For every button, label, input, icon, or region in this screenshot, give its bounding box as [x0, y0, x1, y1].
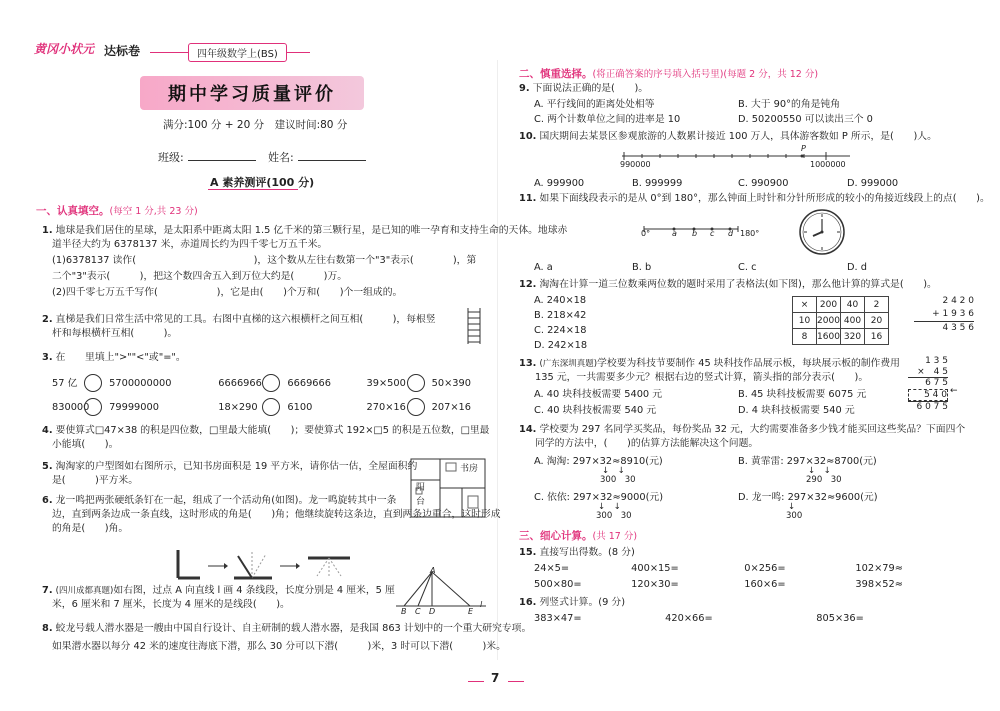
q13-option-d[interactable]: D. 4 块科技板需要 540 元 [738, 405, 855, 416]
q13: 13. (广东深圳真题)学校要为科技节要制作 45 块科技作品展示板，每块展示板的制作费用 135 元，一共需要多少元？根据右边的竖式计算，箭头指的部分表示( )。 [519, 358, 900, 383]
q5: 5. 淘淘家的户型图如右图所示，已知书房面积是 19 平方米，请你估一估，全屋面积约 是( )平方米。 [42, 461, 418, 486]
section3-heading: 三、细心计算。(共 17 分) [519, 530, 638, 542]
clock-icon [798, 208, 846, 256]
q10: 10. 国庆期间去某景区参观旅游的人数累计接近 100 万人，具体游客数如 P 所示，是( )人。 [519, 131, 937, 142]
q11: 11. 如果下面线段表示的是从 0°到 180°，那么钟面上时针和分针所形成的较小的角接近线段上的点( )。 [519, 193, 990, 204]
q14-a-estimate: ↓ ↓ 300 30 [600, 466, 636, 485]
q12-vertical-add: 2 4 2 0 + 1 9 3 6 4 3 5 6 [914, 295, 974, 335]
q14-b-estimate: ↓ ↓ 290 30 [806, 466, 842, 485]
q10-option-d[interactable]: D. 999000 [847, 178, 899, 189]
page-ornament-right [508, 681, 524, 682]
q3-row1: 57 亿 5700000000 6666966 6669666 39×500 50×390 [52, 374, 471, 392]
q16-row: 383×47= 420×66= 805×36= [534, 613, 864, 624]
q9-option-b[interactable]: B. 大于 90°的角是钝角 [738, 99, 841, 110]
q11-option-b[interactable]: B. b [632, 262, 652, 273]
section-a-label: A 素养测评(100 分) [210, 176, 315, 189]
q9-option-d[interactable]: D. 50200550 可以读出三个 0 [738, 114, 873, 125]
name-label: 姓名: [268, 151, 294, 164]
page-number: 7 [491, 671, 500, 685]
score-info: 满分:100 分 + 20 分 建议时间:80 分 [163, 119, 348, 131]
q10-option-a[interactable]: A. 999900 [534, 178, 585, 189]
q11-label-a: a [672, 229, 677, 238]
q13-option-b[interactable]: B. 45 块科技板需要 6075 元 [738, 389, 867, 400]
brand-subtitle: 达标卷 [104, 44, 141, 58]
q11-label-b: b [692, 229, 698, 238]
q7: 7. (四川成都真题)如右图，过点 A 向直线 l 画 4 条线段，长度分别是 4 厘米，5 厘 米，6 厘米和 7 厘米，长度为 4 厘米的是线段( )。 [42, 585, 395, 610]
compare-circle[interactable] [407, 374, 425, 392]
point-a-label: A [430, 566, 436, 575]
q12-option-b[interactable]: B. 218×42 [534, 310, 587, 321]
q6: 6. 龙一鸣把两张硬纸条钉在一起，组成了一个活动角(如图)。龙一鸣旋转其中一条 边，直到两条边成一条直线，这时形成的角是( )角；他继续旋转这条边，直到两条边重合，这时形成 的角是( )角。 [42, 495, 501, 534]
q14-option-a[interactable]: A. 淘淘: 297×32≈8910(元) [534, 456, 663, 467]
compare-circle[interactable] [407, 398, 425, 416]
perpendicular-figure [396, 566, 488, 616]
class-label: 班级: [158, 151, 184, 164]
floorplan-label-study: 书房 [460, 464, 479, 474]
compare-circle[interactable] [262, 374, 280, 392]
q9: 9. 下面说法正确的是( )。 [519, 83, 649, 94]
q15: 15. 直接写出得数。(8 分) [519, 547, 635, 558]
floorplan-label-balcony2: 台 [416, 497, 426, 507]
class-field[interactable] [188, 160, 256, 161]
column-divider [497, 60, 498, 660]
compare-circle[interactable] [84, 398, 102, 416]
q13-vertical-mult: 1 3 5 × 4 5 6 7 5 5 4 0 6 0 7 5 [908, 356, 948, 413]
rotating-angle-figure [172, 548, 372, 584]
q10-point-p: P [801, 144, 806, 153]
ladder-figure [466, 308, 482, 344]
grade-label: 四年级数学上(BS) [188, 43, 287, 62]
q10-option-c[interactable]: C. 990900 [738, 178, 789, 189]
section2-heading: 二、慎重选择。(将正确答案的序号填入括号里)(每题 2 分，共 12 分) [519, 68, 819, 80]
brand-logo: 黄冈小状元 [34, 42, 95, 56]
q11-label-d: d [728, 229, 734, 238]
q15-row2: 500×80= 120×30= 160×6= 398×52≈ [534, 579, 903, 590]
arrow-left-icon: ← [950, 386, 958, 396]
q12-option-a[interactable]: A. 240×18 [534, 295, 587, 306]
q9-option-c[interactable]: C. 两个计数单位之间的进率是 10 [534, 114, 681, 125]
q16: 16. 列竖式计算。(9 分) [519, 597, 626, 608]
q12-multiplication-table: × 200 40 2 10 2000 400 20 8 1600 320 16 [792, 296, 889, 345]
name-field[interactable] [298, 160, 366, 161]
q11-option-c[interactable]: C. c [738, 262, 757, 273]
q8: 8. 蛟龙号载人潜水器是一艘由中国自行设计、自主研制的载人潜水器，是我国 863 计划中的一个重大研究专项。 如果潜水器以每分 42 米的速度往海底下潜，那么 30 分可以下潜( )米，3 时可以下潜( )米。 [42, 623, 532, 652]
q14-option-b[interactable]: B. 黄霏雷: 297×32≈8700(元) [738, 456, 877, 467]
page-ornament-left [468, 681, 484, 682]
q3-row2: 830000 79999000 18×290 6100 270×16 207×16 [52, 398, 471, 416]
q13-option-a[interactable]: A. 40 块科技板需要 5400 元 [534, 389, 663, 400]
point-d-label: D [429, 607, 436, 616]
q10-option-b[interactable]: B. 999999 [632, 178, 683, 189]
q14-c-estimate: ↓ ↓ 300 30 [596, 502, 632, 521]
q12-option-c[interactable]: C. 224×18 [534, 325, 587, 336]
page-title: 期中学习质量评价 [140, 76, 364, 110]
section-a-underline [208, 189, 298, 190]
q11-option-a[interactable]: A. a [534, 262, 553, 273]
q3: 3. 在 里填上">""<"或"="。 [42, 352, 186, 363]
q15-row1: 24×5= 400×15= 0×256= 102×79≈ [534, 563, 903, 574]
compare-circle[interactable] [84, 374, 102, 392]
q12: 12. 淘淘在计算一道三位数乘两位数的题时采用了表格法(如下图)，那么他计算的算式是( )。 [519, 279, 937, 290]
q11-label-c: c [710, 229, 715, 238]
q1: 1. 地球是我们居住的星球，是太阳系中距离太阳 1.5 亿千米的第三颗行星，是已知的唯一孕育和支持生命的天体。地球赤 道半径大约为 6378137 米，赤道周长约为四千零七万五千米。 (1)6378137 读作( )，这个数从左往右数第一个"3"表示( )，第 二个"3"表示( )，把这个数四舍五入到万位大约是( )万。 (2)四千零七万五千写作( )，它是由( )个万和( )个一组成的。 [42, 225, 568, 298]
q10-axis-right: 1000000 [810, 160, 846, 169]
point-e-label: E [468, 607, 474, 616]
q2: 2. 直梯是我们日常生活中常见的工具。右图中直梯的这六根横杆之间互相( )，每根竖 杆和每根横杆互相( )。 [42, 314, 436, 339]
q14-option-c[interactable]: C. 依依: 297×32≈9000(元) [534, 492, 664, 503]
q12-option-d[interactable]: D. 242×18 [534, 340, 588, 351]
q10-axis-left: 990000 [620, 160, 651, 169]
floorplan-label-balcony1: 阳 [416, 483, 426, 493]
point-c-label: C [415, 607, 421, 616]
q13-option-c[interactable]: C. 40 块科技板需要 540 元 [534, 405, 657, 416]
q14: 14. 学校要为 297 名同学买奖品，每份奖品 32 元，大约需要准备多少钱才能买回这些奖品？下面四个 同学的方法中，( )的估算方法能解决这个问题。 [519, 424, 966, 449]
q14-option-d[interactable]: D. 龙一鸣: 297×32≈9600(元) [738, 492, 878, 503]
point-b-label: B [401, 607, 407, 616]
line-l-label: l [480, 600, 483, 609]
compare-circle[interactable] [262, 398, 280, 416]
section1-heading: 一、认真填空。(每空 1 分,共 23 分) [36, 205, 198, 217]
q9-option-a[interactable]: A. 平行线间的距离处处相等 [534, 99, 655, 110]
q11-label-0: 0° [641, 229, 651, 238]
q4: 4. 要使算式□47×38 的积是四位数，□里最大能填( )；要使算式 192×□5 的积是五位数，□里最 小能填( )。 [42, 425, 490, 450]
q14-d-estimate: ↓ 300 [786, 502, 803, 521]
q11-option-d[interactable]: D. d [847, 262, 867, 273]
q11-label-180: 180° [740, 229, 760, 238]
